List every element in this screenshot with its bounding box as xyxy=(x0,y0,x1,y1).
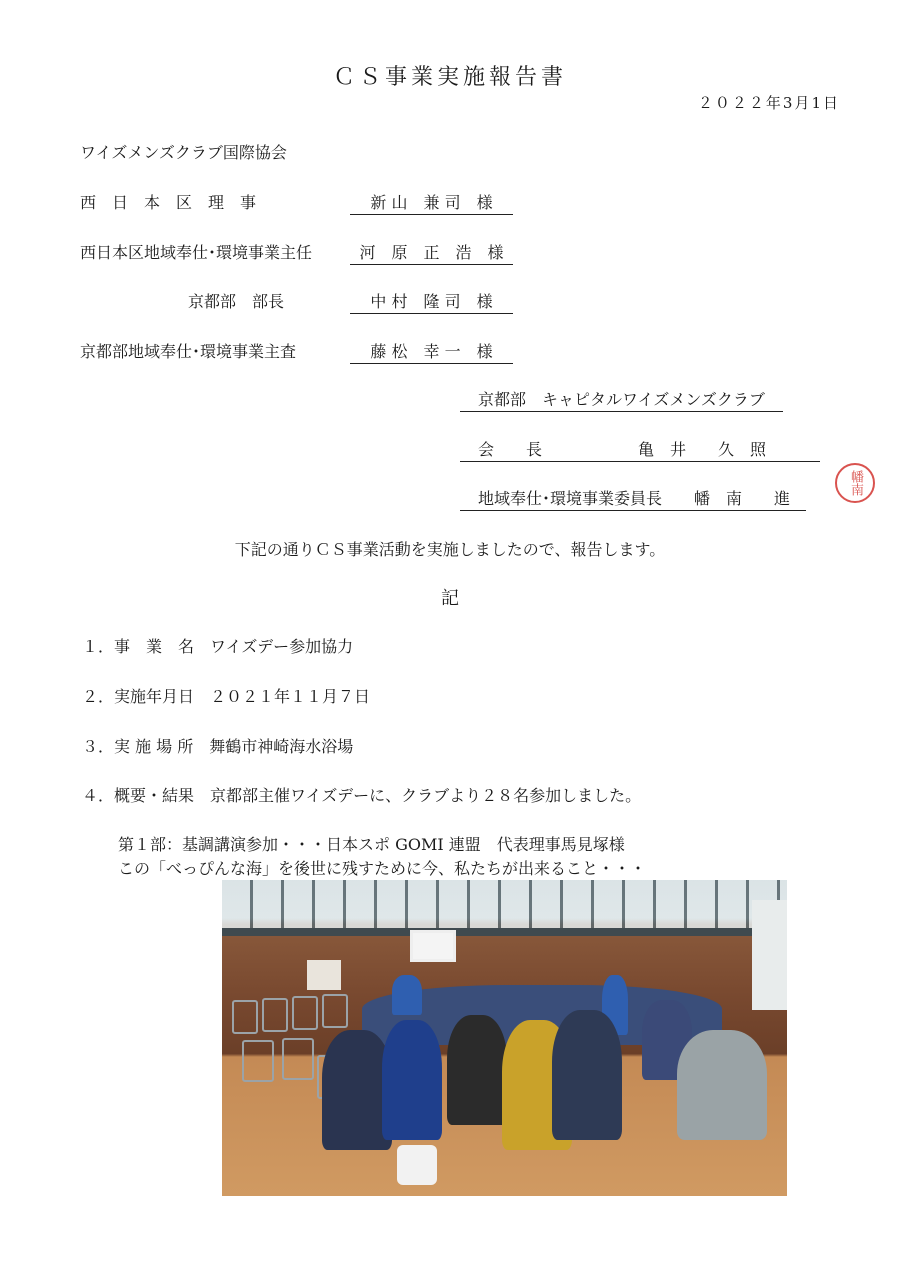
addressee-name-2: 河 原 正 浩 様 xyxy=(350,240,513,265)
addressee-role-1: 西 日 本 区 理 事 xyxy=(80,193,257,212)
seal-text: 幡南 xyxy=(848,470,863,496)
personal-seal-stamp xyxy=(835,463,875,503)
part1-line1: 第１部：基調講演参加・・・日本スポ GOMI 連盟 代表理事馬見塚様 xyxy=(118,835,625,854)
addressee-name-1: 新 山 兼 司 様 xyxy=(350,190,513,215)
item-3-label: ３．実 施 場 所 xyxy=(82,737,194,756)
item-1-label: １．事 業 名 xyxy=(82,637,195,656)
event-photo xyxy=(222,880,787,1196)
item-1-value: ワイズデー参加協力 xyxy=(210,637,354,656)
sender-committee: 地域奉仕･環境事業委員長 幡 南 進 xyxy=(460,486,806,511)
sender-president: 会 長 亀 井 久 照 xyxy=(460,437,820,462)
item-4-value: 京都部主催ワイズデーに、クラブより２８名参加しました。 xyxy=(210,786,642,805)
document-date: ２０２２年3月1日 xyxy=(697,94,840,112)
item-4 xyxy=(82,783,641,806)
item-1 xyxy=(82,634,353,657)
lead-text: 下記の通りＣＳ事業活動を実施しましたので、報告します。 xyxy=(234,540,666,559)
recipient-org: ワイズメンズクラブ国際協会 xyxy=(80,143,287,162)
part1-line2: この「べっぴんな海」を後世に残すために今、私たちが出来ること・・・ xyxy=(118,859,647,878)
ki-heading: 記 xyxy=(441,588,459,609)
item-3-value: 舞鶴市神崎海水浴場 xyxy=(209,737,354,756)
addressee-name-3: 中 村 隆 司 様 xyxy=(350,289,513,314)
document-title: ＣＳ事業実施報告書 xyxy=(332,65,567,90)
sender-club: 京都部 キャピタルワイズメンズクラブ xyxy=(460,387,783,412)
item-2 xyxy=(82,684,370,707)
addressee-role-4: 京都部地域奉仕･環境事業主査 xyxy=(80,342,297,361)
item-3 xyxy=(82,734,353,757)
addressee-name-4: 藤 松 幸 一 様 xyxy=(350,339,513,364)
addressee-role-3: 京都部 部長 xyxy=(188,292,285,311)
item-4-label: ４．概要・結果 xyxy=(82,786,195,805)
item-2-label: ２．実施年月日 xyxy=(82,687,195,706)
item-2-value: ２０２１年１１月７日 xyxy=(210,687,371,706)
addressee-role-2: 西日本区地域奉仕･環境事業主任 xyxy=(80,243,313,262)
